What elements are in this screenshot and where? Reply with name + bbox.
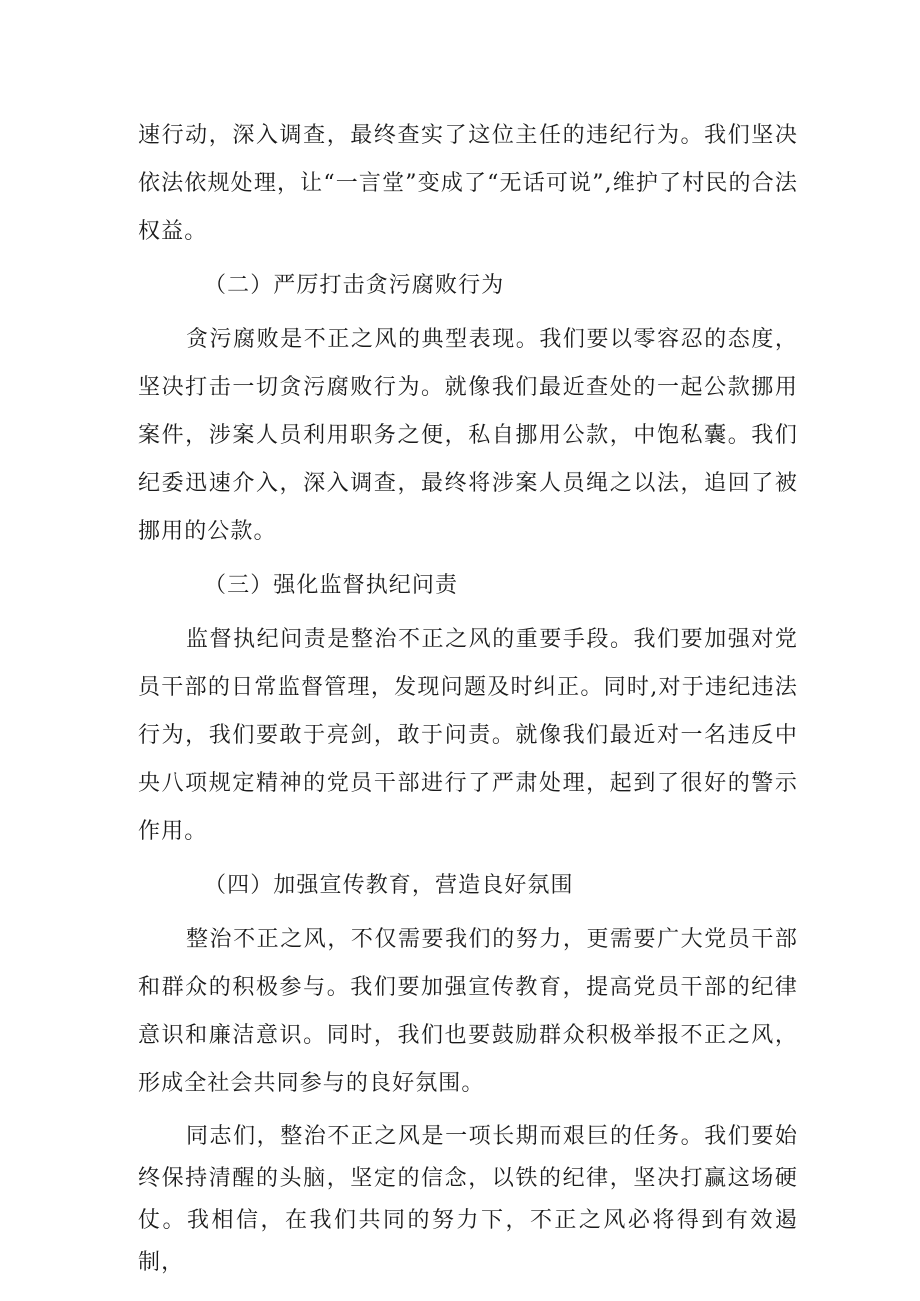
section-heading-3: （三）强化监督执纪问责: [204, 573, 459, 598]
paragraph-corruption: 贪污腐败是不正之风的典型表现。我们要以零容忍的态度，坚决打击一切贪污腐败行为。就像我们最近查处的一起公款挪用案件，涉案人员利用职务之便，私自挪用公款，中饱私囊。我们纪委迅速介入，深入调查，最终将涉案人员绳之以法，追回了被挪用的公款。: [138, 327, 798, 544]
document-page: [138, 112, 798, 1284]
paragraph-continued: 速行动，深入调查，最终查实了这位主任的违纪行为。我们坚决依法依规处理，让“一言堂”变成了“无话可说”,维护了村民的合法权益。: [138, 123, 798, 244]
paragraph-supervision: 监督执纪问责是整治不正之风的重要手段。我们要加强对党员干部的日常监督管理，发现问题及时纠正。同时,对于违纪违法行为，我们要敢于亮剑，敢于问责。就像我们最近对一名违反中央八项规定精神的党员干部进行了严肃处理，起到了很好的警示作用。: [138, 627, 798, 844]
paragraph-education: 整治不正之风，不仅需要我们的努力，更需要广大党员干部和群众的积极参与。我们要加强宣传教育，提高党员干部的纪律意识和廉洁意识。同时，我们也要鼓励群众积极举报不正之风，形成全社会共同参与的良好氛围。: [138, 927, 798, 1096]
section-heading-4: （四）加强宣传教育，营造良好氛围: [204, 873, 574, 898]
section-heading-2: （二）严厉打击贪污腐败行为: [204, 273, 505, 298]
paragraph-closing: 同志们，整治不正之风是一项长期而艰巨的任务。我们要始终保持清醒的头脑，坚定的信念，以铁的纪律，坚决打赢这场硬仗。我相信，在我们共同的努力下，不正之风必将得到有效遏制，: [138, 1124, 798, 1275]
